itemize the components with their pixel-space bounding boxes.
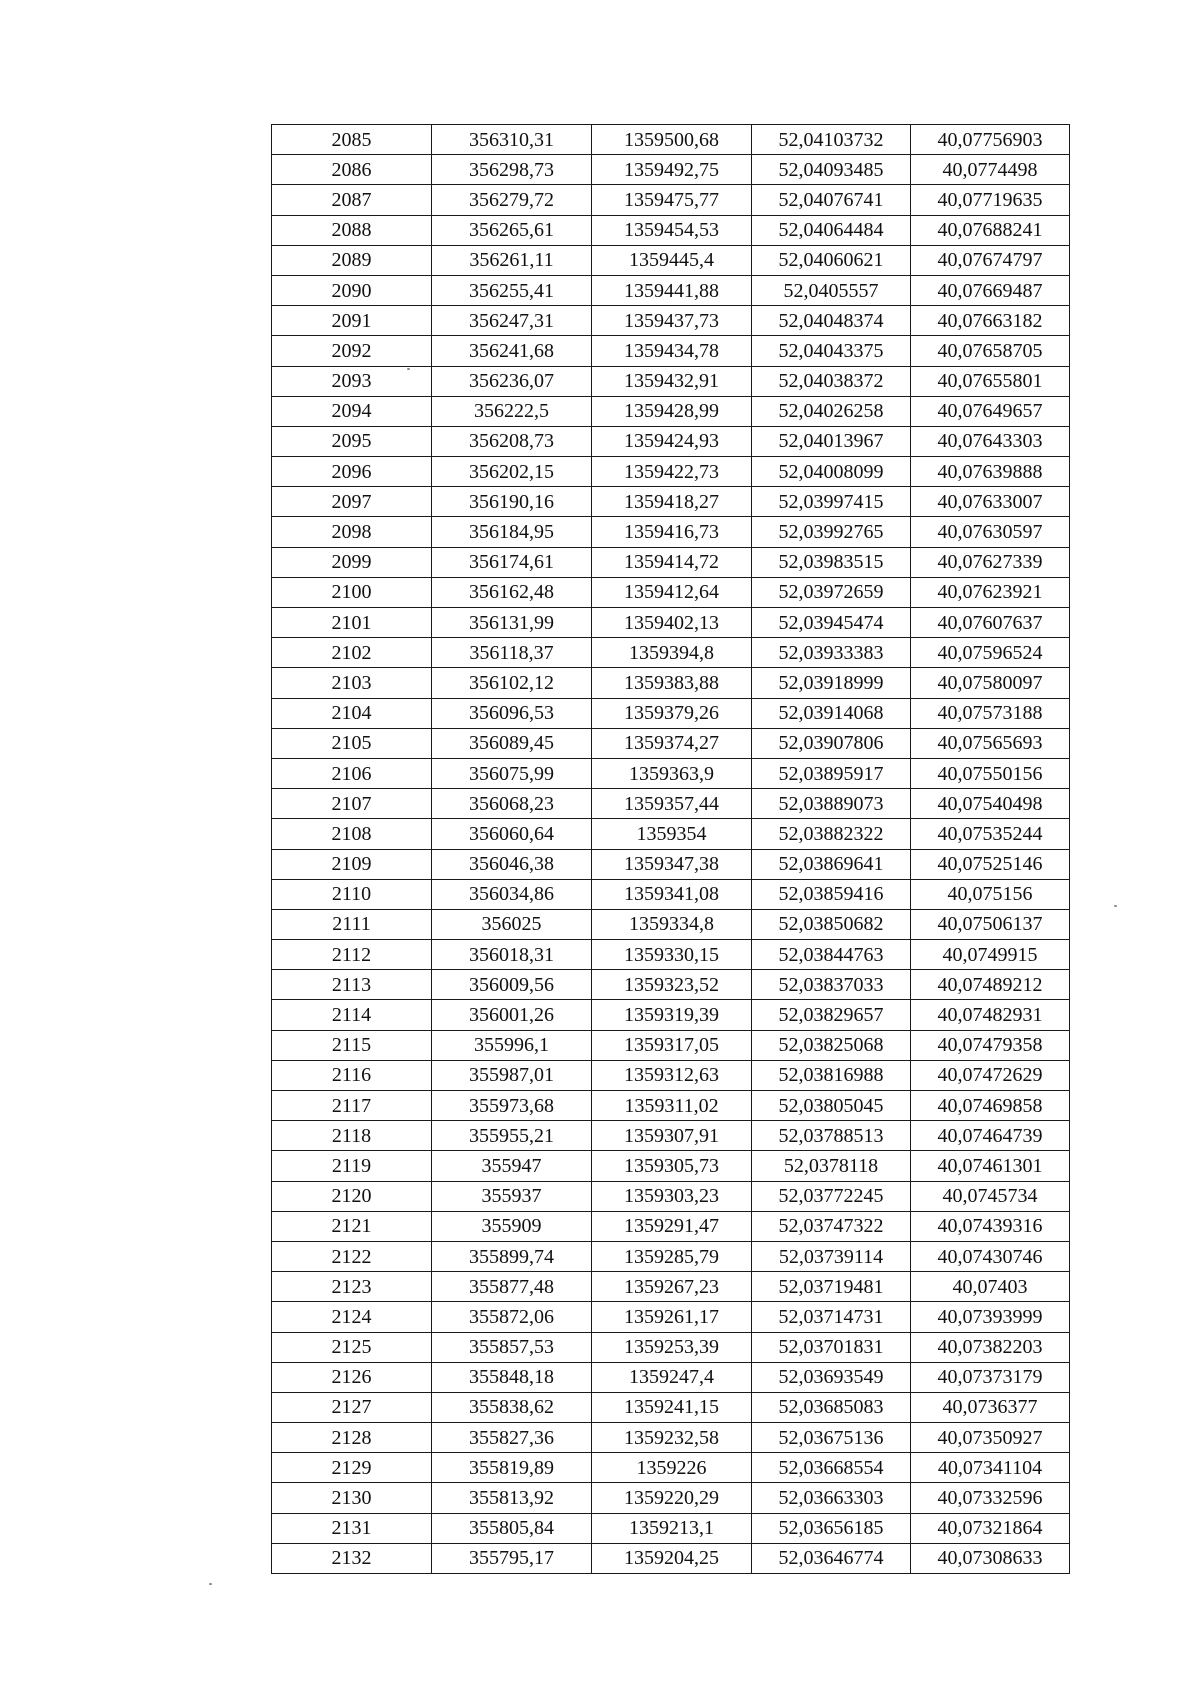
x-coordinate-cell: 356279,72 [432,185,592,215]
point-number-cell: 2123 [272,1272,432,1302]
y-coordinate-cell: 1359241,15 [592,1392,752,1422]
table-row [272,638,1070,668]
point-number-cell: 2096 [272,457,432,487]
x-coordinate-cell: 356310,31 [432,125,592,155]
table-row [272,547,1070,577]
longitude-cell: 40,07489212 [911,970,1070,1000]
y-coordinate-cell: 1359437,73 [592,306,752,336]
y-coordinate-cell: 1359347,38 [592,849,752,879]
table-row [272,517,1070,547]
point-number-cell: 2107 [272,789,432,819]
point-number-cell: 2118 [272,1121,432,1151]
y-coordinate-cell: 1359341,08 [592,879,752,909]
latitude-cell: 52,04060621 [752,245,911,275]
longitude-cell: 40,07479358 [911,1030,1070,1060]
x-coordinate-cell: 356075,99 [432,758,592,788]
longitude-cell: 40,07472629 [911,1060,1070,1090]
longitude-cell: 40,07719635 [911,185,1070,215]
longitude-cell: 40,07550156 [911,758,1070,788]
point-number-cell: 2121 [272,1211,432,1241]
y-coordinate-cell: 1359354 [592,819,752,849]
longitude-cell: 40,07607637 [911,608,1070,638]
longitude-cell: 40,07332596 [911,1483,1070,1513]
y-coordinate-cell: 1359414,72 [592,547,752,577]
table-row [272,970,1070,1000]
point-number-cell: 2100 [272,577,432,607]
longitude-cell: 40,07623921 [911,577,1070,607]
longitude-cell: 40,0749915 [911,940,1070,970]
latitude-cell: 52,03747322 [752,1211,911,1241]
y-coordinate-cell: 1359500,68 [592,125,752,155]
point-number-cell: 2127 [272,1392,432,1422]
point-number-cell: 2094 [272,396,432,426]
point-number-cell: 2116 [272,1060,432,1090]
longitude-cell: 40,07643303 [911,426,1070,456]
table-row [272,1453,1070,1483]
longitude-cell: 40,0774498 [911,155,1070,185]
table-row [272,940,1070,970]
table-row [272,1332,1070,1362]
longitude-cell: 40,07649657 [911,396,1070,426]
table-row [272,698,1070,728]
x-coordinate-cell: 355848,18 [432,1362,592,1392]
table-row [272,336,1070,366]
y-coordinate-cell: 1359402,13 [592,608,752,638]
x-coordinate-cell: 356261,11 [432,245,592,275]
x-coordinate-cell: 356222,5 [432,396,592,426]
longitude-cell: 40,07430746 [911,1241,1070,1271]
latitude-cell: 52,03844763 [752,940,911,970]
point-number-cell: 2099 [272,547,432,577]
point-number-cell: 2087 [272,185,432,215]
longitude-cell: 40,07639888 [911,457,1070,487]
x-coordinate-cell: 355795,17 [432,1543,592,1573]
y-coordinate-cell: 1359267,23 [592,1272,752,1302]
latitude-cell: 52,03889073 [752,789,911,819]
latitude-cell: 52,04103732 [752,125,911,155]
point-number-cell: 2088 [272,215,432,245]
x-coordinate-cell: 356241,68 [432,336,592,366]
point-number-cell: 2104 [272,698,432,728]
table-row [272,215,1070,245]
longitude-cell: 40,075156 [911,879,1070,909]
latitude-cell: 52,04026258 [752,396,911,426]
table-row [272,608,1070,638]
latitude-cell: 52,0378118 [752,1151,911,1181]
longitude-cell: 40,07627339 [911,547,1070,577]
y-coordinate-cell: 1359492,75 [592,155,752,185]
latitude-cell: 52,03992765 [752,517,911,547]
x-coordinate-cell: 356174,61 [432,547,592,577]
latitude-cell: 52,03907806 [752,728,911,758]
x-coordinate-cell: 356089,45 [432,728,592,758]
y-coordinate-cell: 1359291,47 [592,1211,752,1241]
point-number-cell: 2128 [272,1423,432,1453]
y-coordinate-cell: 1359432,91 [592,366,752,396]
table-row [272,1302,1070,1332]
x-coordinate-cell: 355805,84 [432,1513,592,1543]
table-row [272,577,1070,607]
longitude-cell: 40,07540498 [911,789,1070,819]
x-coordinate-cell: 355819,89 [432,1453,592,1483]
point-number-cell: 2095 [272,426,432,456]
latitude-cell: 52,04064484 [752,215,911,245]
latitude-cell: 52,03859416 [752,879,911,909]
y-coordinate-cell: 1359330,15 [592,940,752,970]
table-row [272,1392,1070,1422]
latitude-cell: 52,03656185 [752,1513,911,1543]
table-row [272,1030,1070,1060]
table-row [272,1483,1070,1513]
x-coordinate-cell: 355955,21 [432,1121,592,1151]
table-row [272,758,1070,788]
latitude-cell: 52,03788513 [752,1121,911,1151]
y-coordinate-cell: 1359226 [592,1453,752,1483]
point-number-cell: 2122 [272,1241,432,1271]
point-number-cell: 2124 [272,1302,432,1332]
y-coordinate-cell: 1359416,73 [592,517,752,547]
longitude-cell: 40,07403 [911,1272,1070,1302]
longitude-cell: 40,07669487 [911,275,1070,305]
point-number-cell: 2120 [272,1181,432,1211]
table-row [272,1181,1070,1211]
x-coordinate-cell: 356131,99 [432,608,592,638]
table-row [272,1211,1070,1241]
point-number-cell: 2112 [272,940,432,970]
point-number-cell: 2129 [272,1453,432,1483]
longitude-cell: 40,07525146 [911,849,1070,879]
table-row [272,1423,1070,1453]
latitude-cell: 52,03882322 [752,819,911,849]
y-coordinate-cell: 1359454,53 [592,215,752,245]
x-coordinate-cell: 356034,86 [432,879,592,909]
x-coordinate-cell: 356118,37 [432,638,592,668]
point-number-cell: 2125 [272,1332,432,1362]
table-row [272,185,1070,215]
longitude-cell: 40,07464739 [911,1121,1070,1151]
x-coordinate-cell: 355838,62 [432,1392,592,1422]
x-coordinate-cell: 355973,68 [432,1091,592,1121]
table-row [272,668,1070,698]
table-row [272,849,1070,879]
table-row [272,819,1070,849]
y-coordinate-cell: 1359253,39 [592,1332,752,1362]
latitude-cell: 52,03933383 [752,638,911,668]
longitude-cell: 40,07461301 [911,1151,1070,1181]
table-row [272,306,1070,336]
x-coordinate-cell: 355827,36 [432,1423,592,1453]
point-number-cell: 2108 [272,819,432,849]
longitude-cell: 40,07663182 [911,306,1070,336]
y-coordinate-cell: 1359323,52 [592,970,752,1000]
point-number-cell: 2113 [272,970,432,1000]
point-number-cell: 2091 [272,306,432,336]
x-coordinate-cell: 356102,12 [432,668,592,698]
x-coordinate-cell: 356247,31 [432,306,592,336]
longitude-cell: 40,07565693 [911,728,1070,758]
point-number-cell: 2089 [272,245,432,275]
latitude-cell: 52,03825068 [752,1030,911,1060]
longitude-cell: 40,07573188 [911,698,1070,728]
point-number-cell: 2119 [272,1151,432,1181]
longitude-cell: 40,07393999 [911,1302,1070,1332]
y-coordinate-cell: 1359412,64 [592,577,752,607]
longitude-cell: 40,07580097 [911,668,1070,698]
latitude-cell: 52,03997415 [752,487,911,517]
y-coordinate-cell: 1359311,02 [592,1091,752,1121]
point-number-cell: 2092 [272,336,432,366]
table-row [272,426,1070,456]
x-coordinate-cell: 356298,73 [432,155,592,185]
table-row [272,1060,1070,1090]
scan-speck [1114,905,1117,907]
y-coordinate-cell: 1359305,73 [592,1151,752,1181]
latitude-cell: 52,04076741 [752,185,911,215]
latitude-cell: 52,03805045 [752,1091,911,1121]
scan-speck [209,1583,212,1585]
latitude-cell: 52,03693549 [752,1362,911,1392]
latitude-cell: 52,03719481 [752,1272,911,1302]
latitude-cell: 52,03646774 [752,1543,911,1573]
y-coordinate-cell: 1359261,17 [592,1302,752,1332]
y-coordinate-cell: 1359357,44 [592,789,752,819]
table-row [272,1513,1070,1543]
x-coordinate-cell: 355813,92 [432,1483,592,1513]
y-coordinate-cell: 1359247,4 [592,1362,752,1392]
scan-speck [407,368,410,370]
latitude-cell: 52,03685083 [752,1392,911,1422]
point-number-cell: 2097 [272,487,432,517]
longitude-cell: 40,07482931 [911,1000,1070,1030]
x-coordinate-cell: 356025 [432,909,592,939]
x-coordinate-cell: 356208,73 [432,426,592,456]
y-coordinate-cell: 1359232,58 [592,1423,752,1453]
table-row [272,1000,1070,1030]
table-row [272,1272,1070,1302]
point-number-cell: 2130 [272,1483,432,1513]
latitude-cell: 52,03850682 [752,909,911,939]
point-number-cell: 2132 [272,1543,432,1573]
y-coordinate-cell: 1359428,99 [592,396,752,426]
longitude-cell: 40,07308633 [911,1543,1070,1573]
point-number-cell: 2093 [272,366,432,396]
latitude-cell: 52,03663303 [752,1483,911,1513]
x-coordinate-cell: 356046,38 [432,849,592,879]
x-coordinate-cell: 356190,16 [432,487,592,517]
latitude-cell: 52,04013967 [752,426,911,456]
y-coordinate-cell: 1359418,27 [592,487,752,517]
table-row [272,245,1070,275]
x-coordinate-cell: 355996,1 [432,1030,592,1060]
longitude-cell: 40,0745734 [911,1181,1070,1211]
x-coordinate-cell: 355937 [432,1181,592,1211]
longitude-cell: 40,07658705 [911,336,1070,366]
x-coordinate-cell: 355872,06 [432,1302,592,1332]
latitude-cell: 52,03668554 [752,1453,911,1483]
latitude-cell: 52,03918999 [752,668,911,698]
y-coordinate-cell: 1359204,25 [592,1543,752,1573]
latitude-cell: 52,03772245 [752,1181,911,1211]
latitude-cell: 52,03829657 [752,1000,911,1030]
coordinates-table-body [272,125,1070,1574]
y-coordinate-cell: 1359213,1 [592,1513,752,1543]
point-number-cell: 2110 [272,879,432,909]
point-number-cell: 2098 [272,517,432,547]
table-row [272,1362,1070,1392]
longitude-cell: 40,07321864 [911,1513,1070,1543]
point-number-cell: 2131 [272,1513,432,1543]
point-number-cell: 2111 [272,909,432,939]
latitude-cell: 52,04043375 [752,336,911,366]
y-coordinate-cell: 1359319,39 [592,1000,752,1030]
longitude-cell: 40,07535244 [911,819,1070,849]
longitude-cell: 40,07506137 [911,909,1070,939]
table-row [272,1121,1070,1151]
latitude-cell: 52,04048374 [752,306,911,336]
x-coordinate-cell: 355909 [432,1211,592,1241]
table-row [272,789,1070,819]
latitude-cell: 52,03837033 [752,970,911,1000]
table-row [272,396,1070,426]
latitude-cell: 52,04093485 [752,155,911,185]
point-number-cell: 2103 [272,668,432,698]
y-coordinate-cell: 1359424,93 [592,426,752,456]
x-coordinate-cell: 356068,23 [432,789,592,819]
y-coordinate-cell: 1359383,88 [592,668,752,698]
latitude-cell: 52,03714731 [752,1302,911,1332]
longitude-cell: 40,07439316 [911,1211,1070,1241]
x-coordinate-cell: 355877,48 [432,1272,592,1302]
y-coordinate-cell: 1359379,26 [592,698,752,728]
latitude-cell: 52,03869641 [752,849,911,879]
x-coordinate-cell: 356265,61 [432,215,592,245]
x-coordinate-cell: 356255,41 [432,275,592,305]
longitude-cell: 40,07633007 [911,487,1070,517]
y-coordinate-cell: 1359441,88 [592,275,752,305]
y-coordinate-cell: 1359334,8 [592,909,752,939]
longitude-cell: 40,0736377 [911,1392,1070,1422]
latitude-cell: 52,03895917 [752,758,911,788]
latitude-cell: 52,03816988 [752,1060,911,1090]
x-coordinate-cell: 355899,74 [432,1241,592,1271]
x-coordinate-cell: 356060,64 [432,819,592,849]
table-row [272,457,1070,487]
point-number-cell: 2090 [272,275,432,305]
y-coordinate-cell: 1359422,73 [592,457,752,487]
table-row [272,1241,1070,1271]
y-coordinate-cell: 1359434,78 [592,336,752,366]
longitude-cell: 40,07469858 [911,1091,1070,1121]
y-coordinate-cell: 1359312,63 [592,1060,752,1090]
latitude-cell: 52,03972659 [752,577,911,607]
point-number-cell: 2105 [272,728,432,758]
latitude-cell: 52,04038372 [752,366,911,396]
latitude-cell: 52,03675136 [752,1423,911,1453]
point-number-cell: 2117 [272,1091,432,1121]
x-coordinate-cell: 356184,95 [432,517,592,547]
point-number-cell: 2085 [272,125,432,155]
latitude-cell: 52,03701831 [752,1332,911,1362]
point-number-cell: 2109 [272,849,432,879]
coordinates-table [271,124,1070,1574]
longitude-cell: 40,07382203 [911,1332,1070,1362]
x-coordinate-cell: 356018,31 [432,940,592,970]
table-row [272,728,1070,758]
table-row [272,155,1070,185]
y-coordinate-cell: 1359445,4 [592,245,752,275]
y-coordinate-cell: 1359307,91 [592,1121,752,1151]
table-row [272,366,1070,396]
table-row [272,909,1070,939]
y-coordinate-cell: 1359303,23 [592,1181,752,1211]
latitude-cell: 52,03983515 [752,547,911,577]
x-coordinate-cell: 356236,07 [432,366,592,396]
table-row [272,1151,1070,1181]
table-row [272,275,1070,305]
longitude-cell: 40,07373179 [911,1362,1070,1392]
longitude-cell: 40,07655801 [911,366,1070,396]
longitude-cell: 40,07350927 [911,1423,1070,1453]
longitude-cell: 40,07674797 [911,245,1070,275]
point-number-cell: 2101 [272,608,432,638]
longitude-cell: 40,07596524 [911,638,1070,668]
point-number-cell: 2115 [272,1030,432,1060]
y-coordinate-cell: 1359285,79 [592,1241,752,1271]
x-coordinate-cell: 356009,56 [432,970,592,1000]
table-row [272,487,1070,517]
point-number-cell: 2086 [272,155,432,185]
x-coordinate-cell: 356001,26 [432,1000,592,1030]
y-coordinate-cell: 1359220,29 [592,1483,752,1513]
point-number-cell: 2126 [272,1362,432,1392]
longitude-cell: 40,07341104 [911,1453,1070,1483]
latitude-cell: 52,03914068 [752,698,911,728]
x-coordinate-cell: 355947 [432,1151,592,1181]
x-coordinate-cell: 356202,15 [432,457,592,487]
x-coordinate-cell: 355857,53 [432,1332,592,1362]
longitude-cell: 40,07756903 [911,125,1070,155]
x-coordinate-cell: 355987,01 [432,1060,592,1090]
latitude-cell: 52,03739114 [752,1241,911,1271]
y-coordinate-cell: 1359363,9 [592,758,752,788]
point-number-cell: 2114 [272,1000,432,1030]
latitude-cell: 52,03945474 [752,608,911,638]
x-coordinate-cell: 356096,53 [432,698,592,728]
longitude-cell: 40,07688241 [911,215,1070,245]
y-coordinate-cell: 1359317,05 [592,1030,752,1060]
y-coordinate-cell: 1359374,27 [592,728,752,758]
table-row [272,1091,1070,1121]
longitude-cell: 40,07630597 [911,517,1070,547]
y-coordinate-cell: 1359394,8 [592,638,752,668]
x-coordinate-cell: 356162,48 [432,577,592,607]
table-row [272,879,1070,909]
point-number-cell: 2102 [272,638,432,668]
point-number-cell: 2106 [272,758,432,788]
table-row [272,1543,1070,1573]
latitude-cell: 52,0405557 [752,275,911,305]
table-row [272,125,1070,155]
y-coordinate-cell: 1359475,77 [592,185,752,215]
latitude-cell: 52,04008099 [752,457,911,487]
